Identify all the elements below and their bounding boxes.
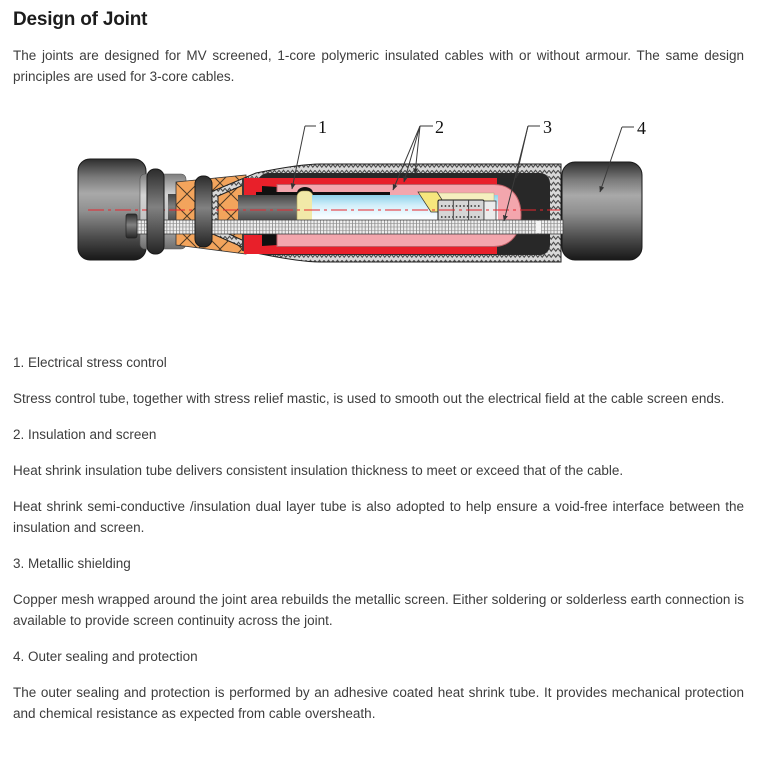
joint-diagram-svg <box>0 102 757 298</box>
section-paragraph: The outer sealing and protection is performed by an adhesive coated heat shrink tube. It provides mechanical protection and chemical resistance as expected from cable oversheath. <box>13 685 744 721</box>
section-insulation-and-screen <box>13 424 744 538</box>
section-paragraph: Heat shrink semi-conductive /insulation dual layer tube is also adopted to help ensure a void-free interface between the insulation and screen. <box>13 499 744 535</box>
callout-label-3: 3 <box>543 117 552 137</box>
page-title: Design of Joint <box>13 9 148 30</box>
section-paragraph: Copper mesh wrapped around the joint area rebuilds the metallic screen. Either soldering or solderless earth connection is available to provide screen continuity across the joint. <box>13 592 744 628</box>
section-metallic-shielding <box>13 553 744 631</box>
callout-label-2: 2 <box>435 117 444 137</box>
joint-diagram <box>13 102 744 298</box>
braid-clamp <box>126 214 137 238</box>
section-heading: 2. Insulation and screen <box>13 427 157 442</box>
section-heading: 3. Metallic shielding <box>13 556 131 571</box>
clamp-ring-2 <box>195 176 212 247</box>
clamp-ring-1 <box>147 169 164 254</box>
cable-screen-core <box>238 195 300 222</box>
section-electrical-stress-control <box>13 352 744 409</box>
braid-gap <box>536 221 541 233</box>
earth-braid <box>128 220 563 234</box>
connector-cap <box>484 201 496 221</box>
cable-oversheath-right <box>562 162 642 260</box>
section-heading: 4. Outer sealing and protection <box>13 649 198 664</box>
callout-label-4: 4 <box>637 118 646 138</box>
intro-paragraph: The joints are designed for MV screened, 1-core polymeric insulated cables with or without armour. The same design principles are used for 3-core cables. <box>13 48 744 84</box>
section-paragraph: Stress control tube, together with stress relief mastic, is used to smooth out the electrical field at the cable screen ends. <box>13 391 725 406</box>
crimp-connector <box>438 200 484 222</box>
section-paragraph: Heat shrink insulation tube delivers consistent insulation thickness to meet or exceed that of the cable. <box>13 463 624 478</box>
section-heading: 1. Electrical stress control <box>13 355 167 370</box>
section-outer-sealing <box>13 646 744 724</box>
callout-label-1: 1 <box>318 117 327 137</box>
